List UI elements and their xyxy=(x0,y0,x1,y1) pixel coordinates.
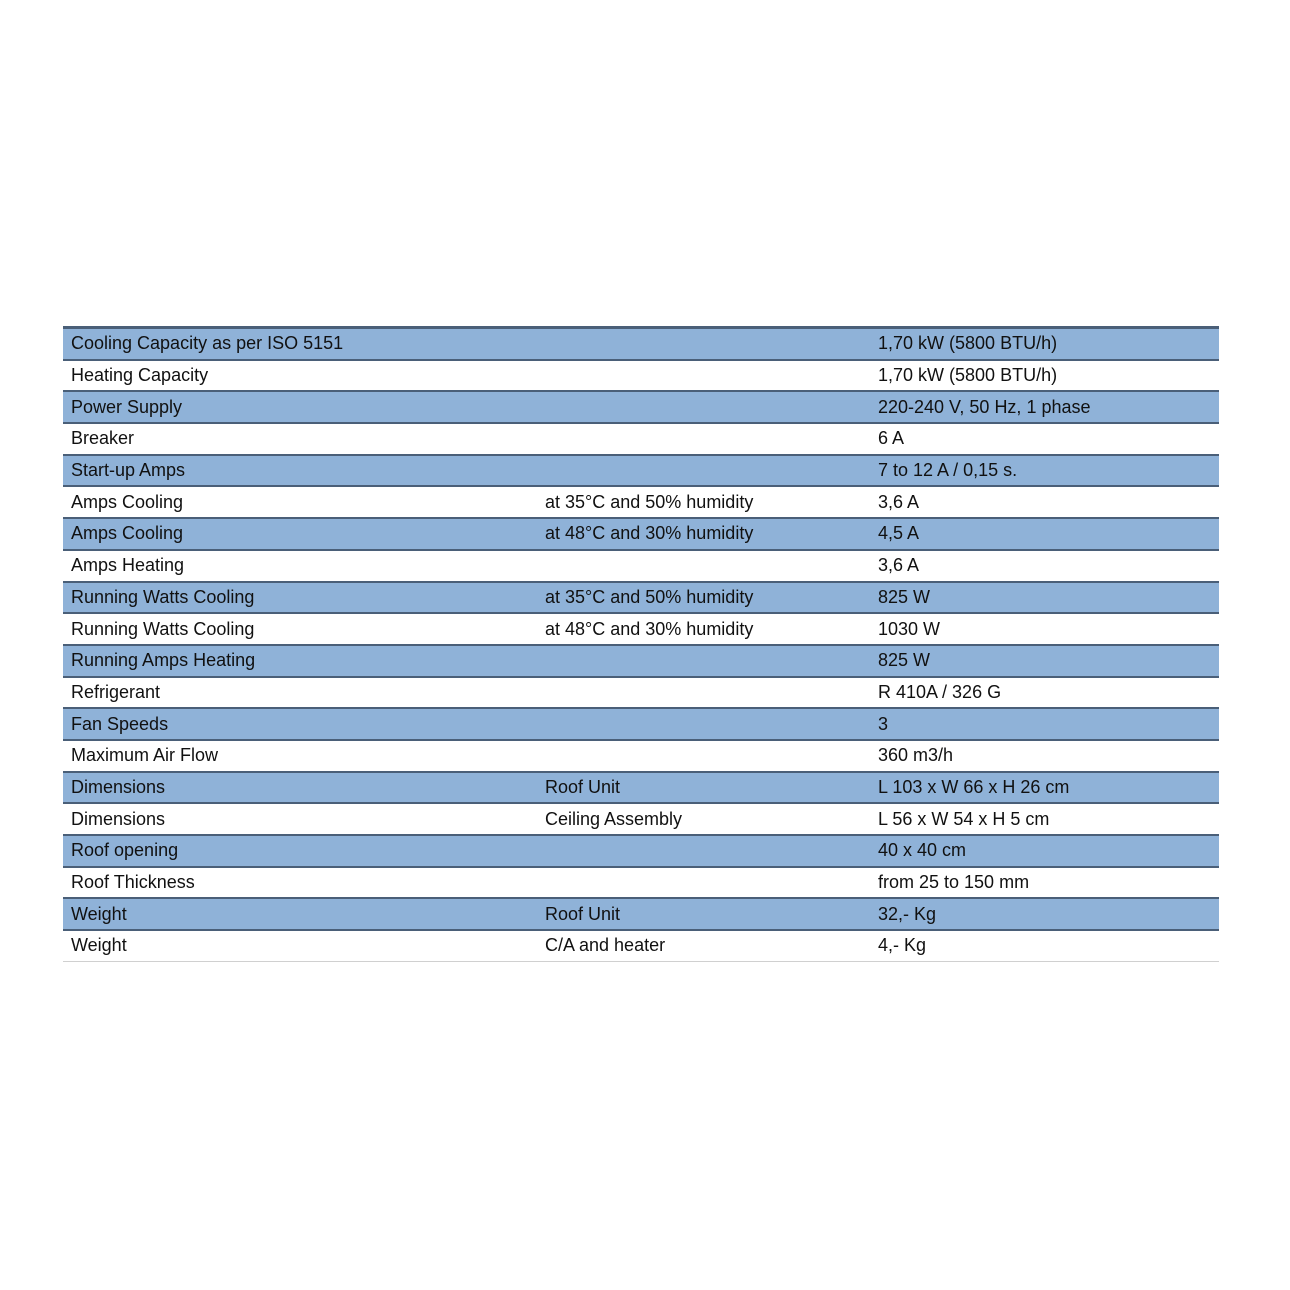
spec-row-dimensions-roof-unit xyxy=(63,773,1219,805)
spec-row-amps-cooling-35 xyxy=(63,487,1219,519)
spec-value: 220-240 V, 50 Hz, 1 phase xyxy=(878,396,1091,417)
spec-condition: Ceiling Assembly xyxy=(545,808,683,829)
spec-value: 4,5 A xyxy=(878,523,920,544)
spec-name: Weight xyxy=(71,935,127,956)
spec-value: 1,70 kW (5800 BTU/h) xyxy=(878,333,1058,354)
spec-name: Weight xyxy=(71,903,127,924)
spec-name: Power Supply xyxy=(71,396,183,417)
spec-name: Breaker xyxy=(71,428,135,449)
spec-value: 3 xyxy=(878,713,889,734)
spec-name: Fan Speeds xyxy=(71,713,169,734)
spec-value: 1,70 kW (5800 BTU/h) xyxy=(878,365,1058,386)
spec-value: 6 A xyxy=(878,428,905,449)
spec-name: Running Amps Heating xyxy=(71,650,256,671)
spec-value: 40 x 40 cm xyxy=(878,840,967,861)
spec-row-roof-opening xyxy=(63,836,1219,868)
spec-name: Amps Cooling xyxy=(71,491,184,512)
spec-row-fan-speeds xyxy=(63,709,1219,741)
spec-name: Running Watts Cooling xyxy=(71,618,255,639)
spec-row-amps-heating xyxy=(63,551,1219,583)
spec-condition: at 35°C and 50% humidity xyxy=(545,586,754,607)
spec-condition: Roof Unit xyxy=(545,903,621,924)
spec-value: 7 to 12 A / 0,15 s. xyxy=(878,460,1018,481)
spec-condition: at 48°C and 30% humidity xyxy=(545,618,754,639)
spec-name: Running Watts Cooling xyxy=(71,586,255,607)
spec-row-amps-cooling-48 xyxy=(63,519,1219,551)
spec-value: 4,- Kg xyxy=(878,935,927,956)
spec-row-power-supply xyxy=(63,392,1219,424)
spec-value: 32,- Kg xyxy=(878,903,937,924)
spec-name: Roof opening xyxy=(71,840,179,861)
spec-name: Amps Cooling xyxy=(71,523,184,544)
spec-value: 360 m3/h xyxy=(878,745,954,766)
spec-table xyxy=(63,326,1219,962)
spec-name: Dimensions xyxy=(71,808,166,829)
spec-value: L 56 x W 54 x H 5 cm xyxy=(878,808,1050,829)
spec-name: Amps Heating xyxy=(71,555,185,576)
spec-row-cooling-capacity xyxy=(63,329,1219,361)
spec-value: 1030 W xyxy=(878,618,941,639)
spec-name: Dimensions xyxy=(71,776,166,797)
spec-row-refrigerant xyxy=(63,678,1219,710)
spec-row-maximum-air-flow xyxy=(63,741,1219,773)
spec-value: from 25 to 150 mm xyxy=(878,872,1030,893)
spec-row-weight-ca-heater xyxy=(63,931,1219,962)
spec-value: 3,6 A xyxy=(878,491,920,512)
spec-row-weight-roof-unit xyxy=(63,899,1219,931)
spec-condition: at 48°C and 30% humidity xyxy=(545,523,754,544)
spec-value: 825 W xyxy=(878,650,931,671)
spec-condition: C/A and heater xyxy=(545,935,666,956)
spec-condition: at 35°C and 50% humidity xyxy=(545,491,754,512)
spec-row-breaker xyxy=(63,424,1219,456)
spec-row-roof-thickness xyxy=(63,868,1219,900)
spec-name: Refrigerant xyxy=(71,681,161,702)
spec-row-running-amps-heating xyxy=(63,646,1219,678)
spec-row-running-watts-cooling-48 xyxy=(63,614,1219,646)
spec-name: Roof Thickness xyxy=(71,872,195,893)
spec-name: Cooling Capacity as per ISO 5151 xyxy=(71,333,344,354)
spec-name: Start-up Amps xyxy=(71,460,186,481)
spec-row-running-watts-cooling-35 xyxy=(63,583,1219,615)
spec-condition: Roof Unit xyxy=(545,776,621,797)
spec-row-start-up-amps xyxy=(63,456,1219,488)
spec-value: 825 W xyxy=(878,586,931,607)
spec-value: R 410A / 326 G xyxy=(878,681,1002,702)
spec-name: Maximum Air Flow xyxy=(71,745,219,766)
spec-value: L 103 x W 66 x H 26 cm xyxy=(878,776,1070,797)
spec-row-dimensions-ceiling-assembly xyxy=(63,804,1219,836)
spec-value: 3,6 A xyxy=(878,555,920,576)
spec-name: Heating Capacity xyxy=(71,365,209,386)
spec-row-heating-capacity xyxy=(63,361,1219,393)
